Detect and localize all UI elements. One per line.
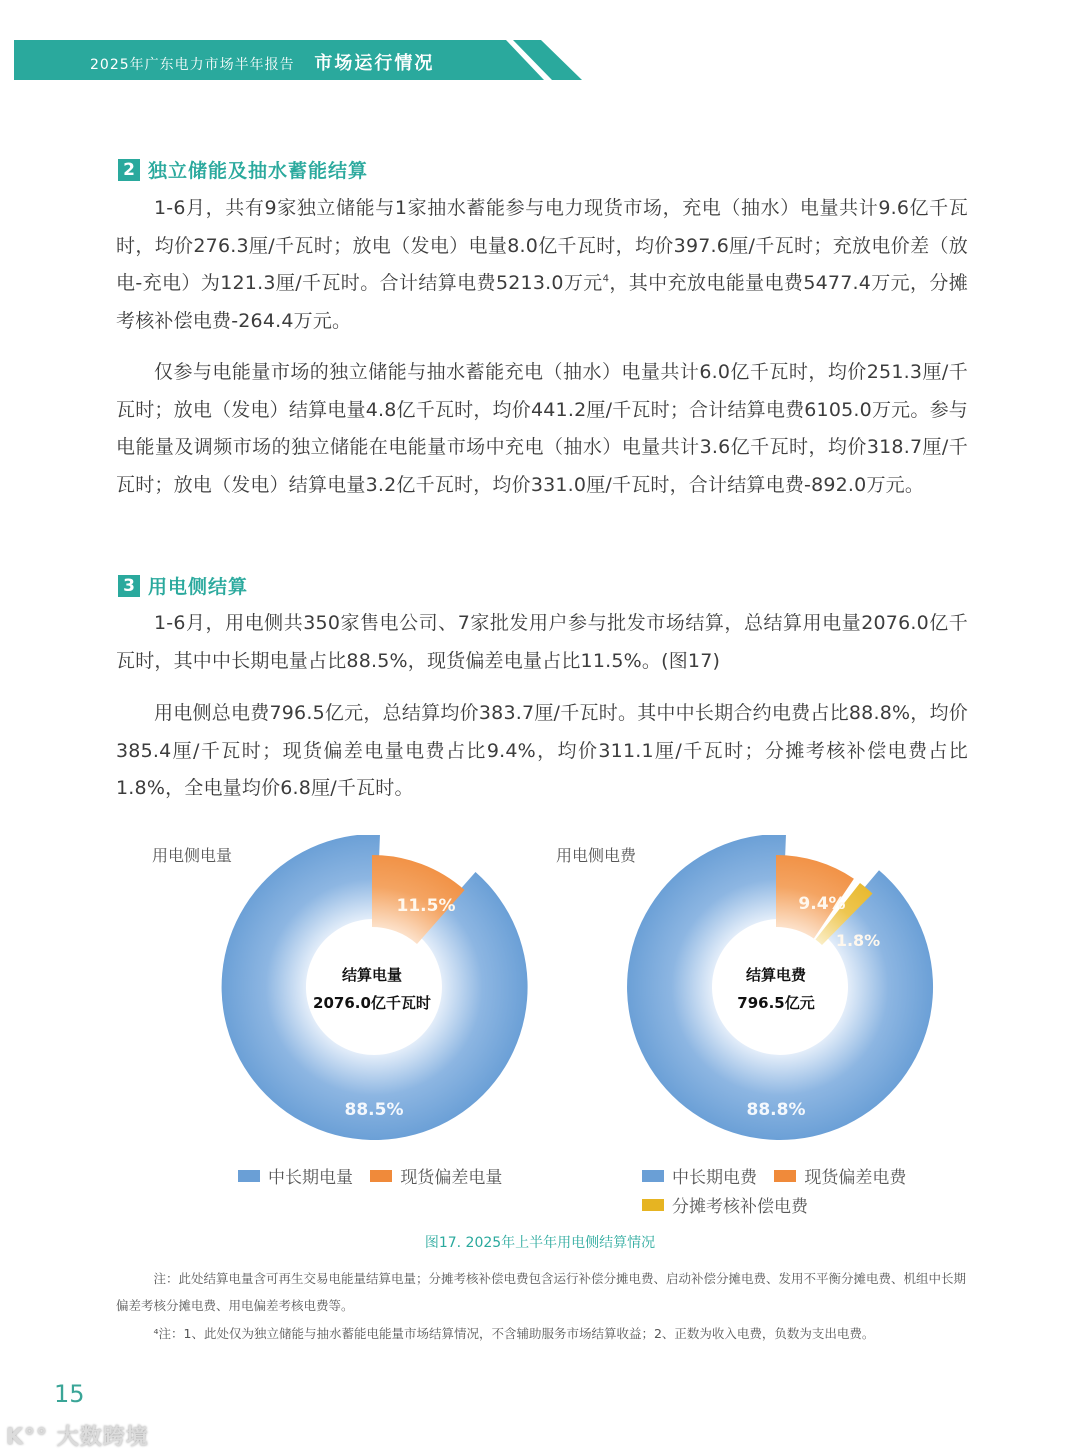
- legend-swatch-icon: [642, 1170, 664, 1182]
- paragraph: 1-6月，用电侧共350家售电公司、7家批发用户参与批发市场结算，总结算用电量2076.0亿千瓦时，其中中长期电量占比88.5%，现货偏差电量占比11.5%。(图17): [116, 612, 968, 672]
- slice-label: 11.5%: [396, 896, 456, 916]
- legend-item: 现货偏差电量: [370, 1163, 502, 1188]
- legend-swatch-icon: [370, 1170, 392, 1182]
- center-label: 结算电量 2076.0亿千瓦时: [313, 966, 431, 1012]
- center-label: 结算电费 796.5亿元: [737, 966, 815, 1012]
- slice-label: 88.5%: [344, 1100, 404, 1120]
- footnote: 注：此处结算电量含可再生交易电能量结算电量；分摊考核补偿电费包含运行补偿分摊电费、启动补偿分摊电费、发用不平衡分摊电费、机组中长期偏差考核分摊电费、用电偏差考核电费等。: [116, 1271, 967, 1313]
- legend-item: 现货偏差电费: [774, 1163, 906, 1188]
- section-heading-3: [118, 572, 248, 599]
- slice-label: 1.8%: [835, 931, 881, 950]
- legend-item: 中长期电量: [238, 1163, 353, 1188]
- donut-chart-fee: [544, 835, 964, 1215]
- footnote-ref: 4: [602, 273, 610, 285]
- report-title: 2025年广东电力市场半年报告: [90, 57, 295, 73]
- header-banner: [14, 40, 584, 80]
- legend-swatch-icon: [642, 1199, 664, 1211]
- legend: [238, 1163, 514, 1188]
- legend-item: 中长期电费: [642, 1163, 757, 1188]
- footnote: ⁴注：1、此处仅为独立储能与抽水蓄能电能量市场结算情况，不含辅助服务市场结算收益；2、正数为收入电费，负数为支出电费。: [153, 1326, 875, 1341]
- slice-label: 88.8%: [746, 1100, 806, 1120]
- slice-label: 9.4%: [798, 894, 846, 914]
- paragraph: 1-6月，共有9家独立储能与1家抽水蓄能参与电力现货市场，充电（抽水）电量共计9.6亿千瓦时，均价276.3厘/千瓦时；放电（发电）电量8.0亿千瓦时，均价397.6厘/千瓦时；充放电价差（放电-充电）为121.3厘/千瓦时。合计结算电费5213.0万元$^4$，其中充放电能量电费5477.4万元，分摊考核补偿电费-264.4万元。: [116, 197, 968, 332]
- donut-chart-electricity: [140, 835, 560, 1215]
- paragraph: 仅参与电能量市场的独立储能与抽水蓄能充电（抽水）电量共计6.0亿千瓦时，均价251.3厘/千瓦时；放电（发电）结算电量4.8亿千瓦时，均价441.2厘/千瓦时；合计结算电费6105.0万元。参与电能量及调频市场的独立储能在电能量市场中充电（抽水）电量共计3.6亿千瓦时，均价318.7厘/千瓦时；放电（发电）结算电量3.2亿千瓦时，均价331.0厘/千瓦时，合计结算电费-892.0万元。: [116, 361, 968, 496]
- section-heading-2: [118, 156, 368, 183]
- legend-swatch-icon: [774, 1170, 796, 1182]
- paragraph: 用电侧总电费796.5亿元，总结算均价383.7厘/千瓦时。其中中长期合约电费占比88.8%，均价385.4厘/千瓦时；现货偏差电量电费占比9.4%，均价311.1厘/千瓦时；分摊考核补偿电费占比1.8%，全电量均价6.8厘/千瓦时。: [116, 702, 968, 799]
- chart-title: 用电侧电费: [556, 846, 637, 865]
- section-number: 2: [118, 159, 140, 181]
- legend-item: 分摊考核补偿电费: [642, 1192, 808, 1217]
- section-number: 3: [118, 575, 140, 597]
- figure-caption: 图17. 2025年上半年用电侧结算情况: [424, 1235, 656, 1251]
- chart-title: 用电侧电量: [152, 846, 233, 865]
- section-title: 用电侧结算: [148, 576, 249, 598]
- section-title: 市场运行情况: [314, 53, 435, 74]
- legend-swatch-icon: [238, 1170, 260, 1182]
- page-number: 15: [54, 1380, 85, 1408]
- legend: [642, 1163, 962, 1217]
- watermark: K°° 大数跨境: [6, 1425, 149, 1450]
- watermark-logo-icon: K°°: [6, 1425, 57, 1450]
- section-title: 独立储能及抽水蓄能结算: [148, 160, 369, 182]
